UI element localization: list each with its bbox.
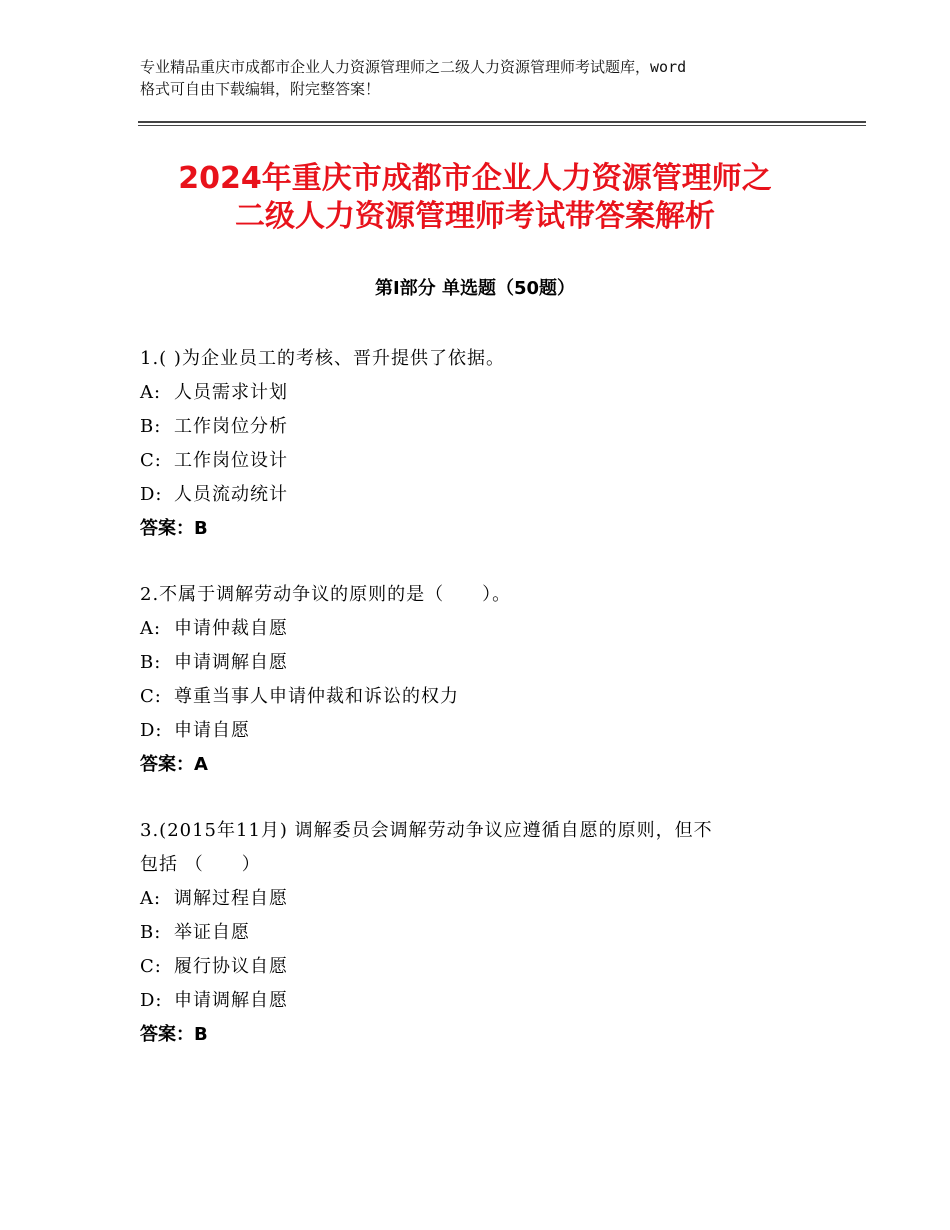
option-c (140, 680, 820, 714)
option-text: 申请自愿 (174, 720, 250, 741)
question-3 (140, 814, 820, 1052)
option-a (140, 612, 820, 646)
question-stem-continued: 包括 （ ） (140, 854, 261, 875)
option-letter: C: (140, 956, 162, 977)
option-text: 履行协议自愿 (174, 956, 288, 977)
option-text: 调解过程自愿 (174, 888, 288, 909)
option-c (140, 444, 820, 478)
header-divider (138, 121, 866, 123)
option-text: 尊重当事人申请仲裁和诉讼的权力 (174, 686, 459, 707)
option-letter: B: (140, 922, 162, 943)
option-text: 工作岗位分析 (174, 416, 288, 437)
option-letter: A: (140, 888, 162, 909)
answer-line: 答案：A (140, 754, 208, 775)
option-letter: B: (140, 416, 162, 437)
header-note (140, 56, 820, 100)
option-letter: A: (140, 618, 162, 639)
option-a (140, 882, 820, 916)
option-d (140, 478, 820, 512)
option-text: 申请仲裁自愿 (174, 618, 288, 639)
option-letter: B: (140, 652, 162, 673)
option-text: 举证自愿 (174, 922, 250, 943)
header-note-line: 专业精品重庆市成都市企业人力资源管理师之二级人力资源管理师考试题库，word (140, 58, 687, 76)
option-letter: D: (140, 720, 163, 741)
option-d (140, 714, 820, 748)
question-stem: 1.( )为企业员工的考核、晋升提供了依据。 (140, 348, 505, 369)
question-stem: 2.不属于调解劳动争议的原则的是（ ）。 (140, 584, 512, 605)
option-letter: D: (140, 484, 163, 505)
option-letter: C: (140, 686, 162, 707)
option-text: 人员流动统计 (174, 484, 288, 505)
document-title (60, 160, 890, 236)
option-a (140, 376, 820, 410)
question-list (140, 342, 820, 1084)
option-b (140, 646, 820, 680)
question-2 (140, 578, 820, 782)
option-b (140, 916, 820, 950)
question-stem: 3.(2015年11月) 调解委员会调解劳动争议应遵循自愿的原则，但不 (140, 820, 713, 841)
title-line: 2024年重庆市成都市企业人力资源管理师之 (178, 161, 772, 196)
option-text: 申请调解自愿 (174, 990, 288, 1011)
title-line: 二级人力资源管理师考试带答案解析 (235, 199, 715, 234)
option-text: 工作岗位设计 (174, 450, 288, 471)
question-1 (140, 342, 820, 546)
option-b (140, 410, 820, 444)
option-letter: C: (140, 450, 162, 471)
option-d (140, 984, 820, 1018)
option-text: 人员需求计划 (174, 382, 288, 403)
answer-line: 答案：B (140, 1024, 208, 1045)
header-divider-thin (138, 125, 866, 126)
option-letter: A: (140, 382, 162, 403)
option-letter: D: (140, 990, 163, 1011)
answer-line: 答案：B (140, 518, 208, 539)
option-text: 申请调解自愿 (174, 652, 288, 673)
header-note-line: 格式可自由下载编辑，附完整答案！ (140, 80, 381, 98)
section-heading: 第Ⅰ部分 单选题（50题） (374, 278, 575, 299)
option-c (140, 950, 820, 984)
